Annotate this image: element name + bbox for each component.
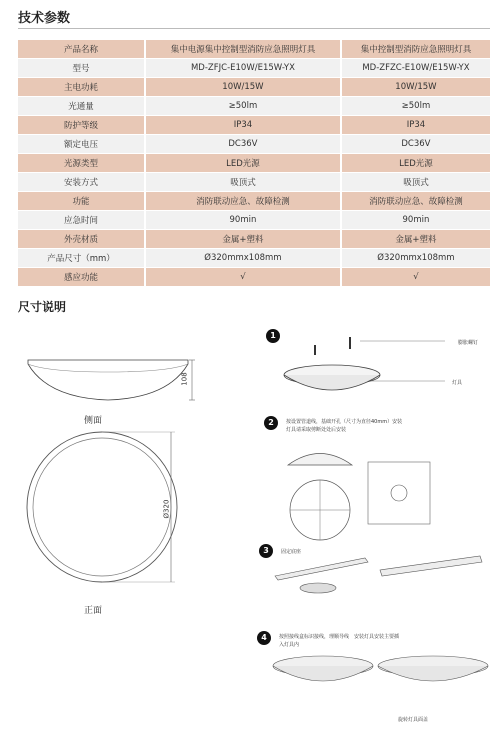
step-1-illustration — [270, 335, 490, 405]
spec-row — [18, 135, 490, 154]
spec-value-2: √ — [341, 268, 490, 287]
spec-row — [18, 249, 490, 268]
spec-value-2: 消防联动应急、故障检测 — [341, 192, 490, 211]
spec-section-title: 技术参数 — [18, 11, 71, 26]
spec-label: 额定电压 — [18, 135, 145, 154]
spec-label: 感应功能 — [18, 268, 145, 287]
step-3-text: 固定底座 — [281, 549, 302, 555]
spec-label: 外壳材质 — [18, 230, 145, 249]
spec-value-1: DC36V — [145, 135, 341, 154]
spec-label: 产品尺寸（mm） — [18, 249, 145, 268]
section-divider — [18, 28, 490, 29]
spec-value-2: Ø320mmx108mm — [341, 249, 490, 268]
spec-value-1: 90min — [145, 211, 341, 230]
spec-value-1: 10W/15W — [145, 78, 341, 97]
spec-value-1: LED光源 — [145, 154, 341, 173]
spec-row — [18, 78, 490, 97]
spec-value-1: Ø320mmx108mm — [145, 249, 341, 268]
spec-row — [18, 40, 490, 59]
spec-label: 光源类型 — [18, 154, 145, 173]
spec-value-2: IP34 — [341, 116, 490, 135]
side-dimension-label: 108 — [180, 372, 189, 386]
size-section-title: 尺寸说明 — [18, 300, 67, 314]
step-4-text: 按照接线盒标识接线，理顺导线 安装灯具安装主要插入灯具内 — [279, 634, 400, 648]
spec-value-2: 吸顶式 — [341, 173, 490, 192]
spec-table — [18, 40, 490, 287]
step-3-illustration — [270, 548, 490, 608]
spec-label: 功能 — [18, 192, 145, 211]
spec-label: 安装方式 — [18, 173, 145, 192]
spec-value-2: ≥50lm — [341, 97, 490, 116]
spec-value-2: DC36V — [341, 135, 490, 154]
spec-value-2: 集中控制型消防应急照明灯具 — [341, 40, 490, 59]
spec-value-1: √ — [145, 268, 341, 287]
spec-value-2: MD-ZFZC-E10W/E15W-YX — [341, 59, 490, 78]
spec-value-1: 吸顶式 — [145, 173, 341, 192]
step-1-callout-lamp: 灯具 — [452, 380, 463, 386]
spec-value-2: LED光源 — [341, 154, 490, 173]
spec-label: 防护等级 — [18, 116, 145, 135]
spec-row — [18, 173, 490, 192]
spec-row — [18, 230, 490, 249]
side-view-drawing — [18, 352, 198, 412]
spec-label: 应急时间 — [18, 211, 145, 230]
spec-value-1: IP34 — [145, 116, 341, 135]
spec-label: 产品名称 — [18, 40, 145, 59]
spec-value-1: ≥50lm — [145, 97, 341, 116]
step-1-callout-anchor: 膨胀螺钉 — [458, 340, 479, 346]
spec-row — [18, 154, 490, 173]
step-1-number: 1 — [266, 329, 280, 343]
spec-row — [18, 116, 490, 135]
step-3-number: 3 — [259, 544, 273, 558]
front-view-drawing — [25, 420, 205, 592]
spec-row — [18, 211, 490, 230]
spec-value-1: 集中电源集中控制型消防应急照明灯具 — [145, 40, 341, 59]
spec-value-2: 90min — [341, 211, 490, 230]
side-view-caption: 侧面 — [84, 416, 103, 426]
step-2-text: 按设置管道线，基础开孔（尺寸为直径40mm）安装灯具请采取剪断处处后安装 — [286, 419, 403, 433]
spec-row — [18, 192, 490, 211]
spec-value-2: 10W/15W — [341, 78, 490, 97]
spec-value-1: MD-ZFJC-E10W/E15W-YX — [145, 59, 341, 78]
step-2-illustration — [280, 440, 440, 545]
front-view-caption: 正面 — [84, 606, 103, 616]
step-4-illustration — [268, 648, 492, 708]
spec-value-1: 金属+塑料 — [145, 230, 341, 249]
spec-label: 光通量 — [18, 97, 145, 116]
spec-label: 主电功耗 — [18, 78, 145, 97]
step-2-number: 2 — [264, 416, 278, 430]
spec-row — [18, 59, 490, 78]
spec-value-1: 消防联动应急、故障检测 — [145, 192, 341, 211]
spec-row — [18, 268, 490, 287]
spec-row — [18, 97, 490, 116]
spec-label: 型号 — [18, 59, 145, 78]
step-4-number: 4 — [257, 631, 271, 645]
spec-value-2: 金属+塑料 — [341, 230, 490, 249]
front-dimension-label: Ø320 — [162, 499, 171, 519]
step-4-caption: 旋转灯具面盖 — [398, 717, 429, 723]
